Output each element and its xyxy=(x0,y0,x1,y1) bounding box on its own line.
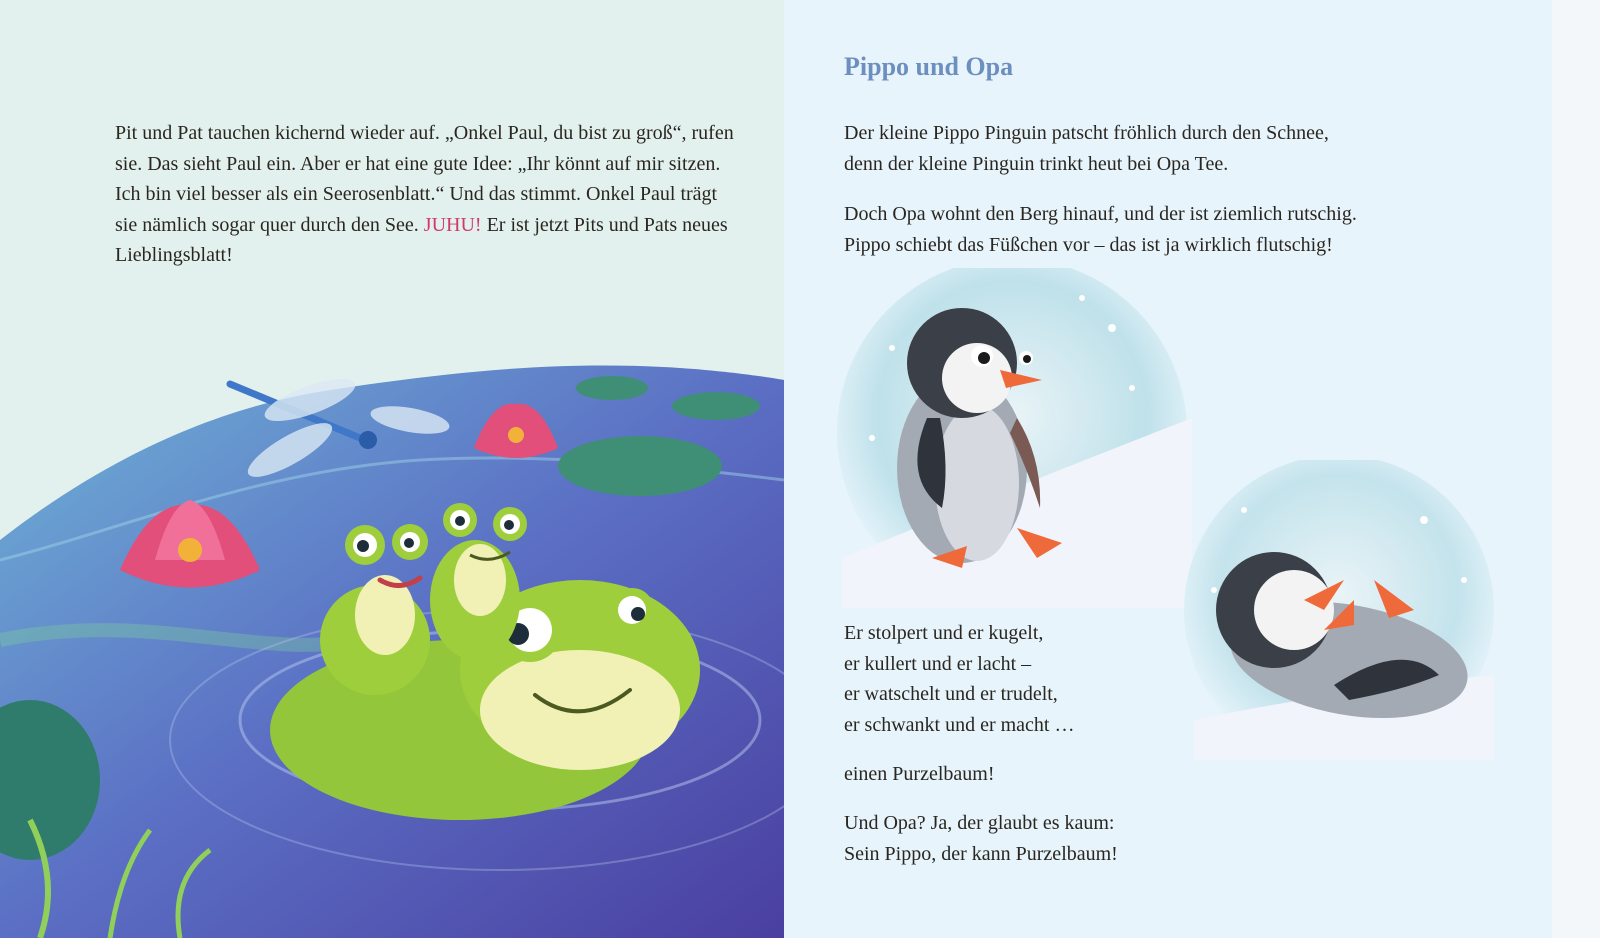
juhu-highlight: JUHU! xyxy=(423,213,482,236)
stanza-5 xyxy=(844,808,1174,869)
left-paragraph-text-before: Pit und Pat tauchen kichernd wieder auf. „Onkel Paul, du bist zu groß“, rufen sie. Das sieht Paul ein. Aber er hat eine gute Idee: „Ihr könnt auf mir sitzen. Ich bin viel besser als ein Seerosenblatt.“ Und das stimmt. Onkel Paul trägt sie nämlich sogar quer durch den See. xyxy=(115,122,734,236)
stanza-3-line-1: Er stolpert und er kugelt, xyxy=(844,622,1044,644)
stanza-1-line-2: denn der kleine Pinguin trinkt heut bei Opa Tee. xyxy=(844,152,1229,175)
stanza-5-line-1: Und Opa? Ja, der glaubt es kaum: xyxy=(844,812,1115,834)
penguin-rolling-illustration xyxy=(1174,460,1504,760)
stanza-3-line-2: er kullert und er lacht – xyxy=(844,652,1032,675)
page-edge xyxy=(1552,0,1600,938)
left-paragraph-text-after: Er ist jetzt Pits und Pats neues Lieblingsblatt! xyxy=(115,213,728,266)
stanza-4 xyxy=(844,759,1174,790)
stanza-3 xyxy=(844,618,1174,740)
story-title: Pippo und Opa xyxy=(844,52,1014,81)
stanza-5-line-2: Sein Pippo, der kann Purzelbaum! xyxy=(844,842,1118,865)
stanza-2 xyxy=(844,199,1444,260)
left-paragraph xyxy=(115,118,735,271)
stanza-2-line-2: Pippo schiebt das Füßchen vor – das ist ja wirklich flutschig! xyxy=(844,233,1333,256)
stanza-3-line-4: er schwankt und er macht … xyxy=(844,713,1075,736)
stanza-4-line-1: einen Purzelbaum! xyxy=(844,763,995,785)
stanza-1-line-1: Der kleine Pippo Pinguin patscht fröhlich durch den Schnee, xyxy=(844,122,1329,144)
left-page xyxy=(0,0,784,938)
stanza-3-line-3: er watschelt und er trudelt, xyxy=(844,683,1058,705)
penguin-standing-illustration xyxy=(832,268,1192,608)
stanza-2-line-1: Doch Opa wohnt den Berg hinauf, und der ist ziemlich rutschig. xyxy=(844,203,1357,225)
stanza-1 xyxy=(844,118,1444,179)
